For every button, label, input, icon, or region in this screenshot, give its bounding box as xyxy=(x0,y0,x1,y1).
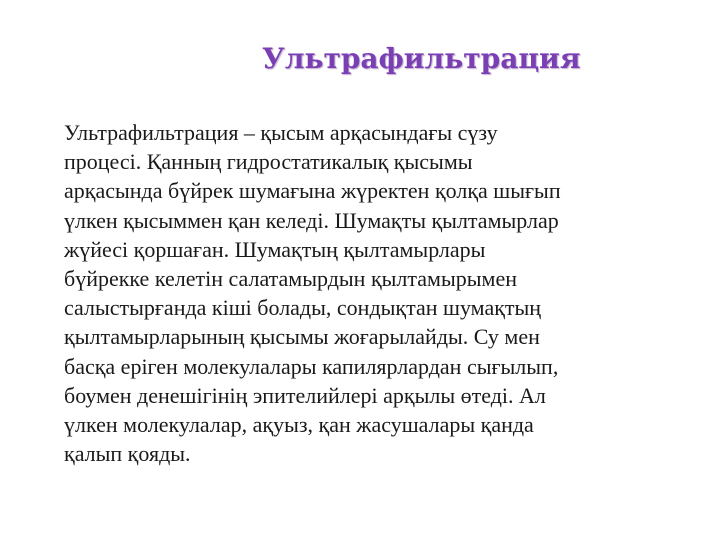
body-line: боумен денешігінің эпителийлері арқылы өтеді. Ал xyxy=(64,382,546,408)
body-line: басқа еріген молекулалары капилярлардан сығылып, xyxy=(64,353,559,379)
body-line: жүйесі қоршаған. Шумақтың қылтамырлары xyxy=(64,236,486,262)
slide-title: Ультрафильтрация xyxy=(262,42,581,75)
body-line: арқасында бүйрек шумағына жүректен қолқа шығып xyxy=(64,178,561,204)
body-line: Ультрафильтрация – қысым арқасындағы сүзу xyxy=(64,120,498,145)
body-line: процесі. Қанның гидростатикалық қысымы xyxy=(64,149,473,175)
body-line: үлкен молекулалар, ақуыз, қан жасушалары қанда xyxy=(64,411,534,437)
slide-body xyxy=(64,118,664,468)
body-line: үлкен қысыммен қан келеді. Шумақты қылтамырлар xyxy=(64,207,559,233)
body-line: бүйрекке келетін салатамырдын қылтамырымен xyxy=(64,265,517,291)
body-line: салыстырғанда кіші болады, сондықтан шумақтың xyxy=(64,295,542,321)
body-line: қалып қояды. xyxy=(64,441,191,467)
body-line: қылтамырларының қысымы жоғарылайды. Су мен xyxy=(64,324,540,350)
